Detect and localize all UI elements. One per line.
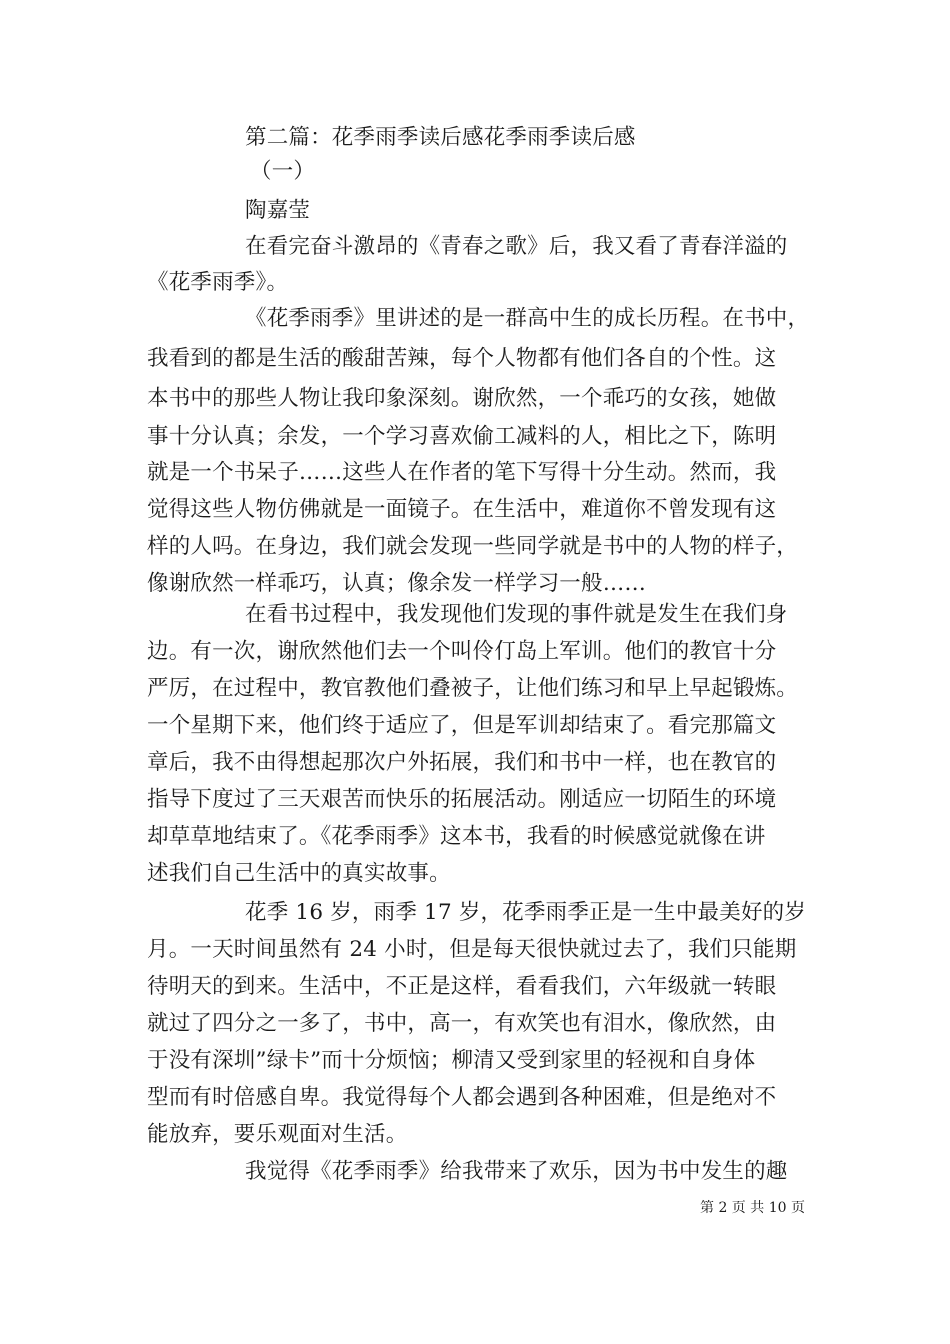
text-line: 觉得这些人物仿佛就是一面镜子。在生活中，难道你不曾发现有这 — [147, 497, 777, 522]
document-author: 陶嘉莹 — [245, 198, 311, 223]
text-line: 指导下度过了三天艰苦而快乐的拓展活动。刚适应一切陌生的环境 — [147, 787, 777, 812]
text-line: 在看书过程中，我发现他们发现的事件就是发生在我们身 — [245, 602, 788, 627]
text-line: 花季 16 岁，雨季 17 岁，花季雨季正是一生中最美好的岁 — [245, 900, 807, 925]
text-line: 样的人吗。在身边，我们就会发现一些同学就是书中的人物的样子， — [147, 534, 799, 559]
text-line: 就是一个书呆子……这些人在作者的笔下写得十分生动。然而，我 — [147, 460, 777, 485]
text-line: 我看到的都是生活的酸甜苦辣，每个人物都有他们各自的个性。这 — [147, 346, 777, 371]
text-line: 严厉，在过程中，教官教他们叠被子，让他们练习和早上早起锻炼。 — [147, 676, 799, 701]
document-subtitle: （一） — [250, 159, 316, 184]
document-title: 第二篇：花季雨季读后感花季雨季读后感 — [245, 125, 636, 150]
text-line: 边。有一次，谢欣然他们去一个叫伶仃岛上军训。他们的教官十分 — [147, 639, 777, 664]
text-line: 章后，我不由得想起那次户外拓展，我们和书中一样，也在教官的 — [147, 750, 777, 775]
text-line: 月。一天时间虽然有 24 小时，但是每天很快就过去了，我们只能期 — [147, 937, 797, 962]
text-line: 在看完奋斗激昂的《青春之歌》后，我又看了青春洋溢的 — [245, 234, 788, 259]
text-line: 像谢欣然一样乖巧，认真；像余发一样学习一般…… — [147, 571, 647, 596]
text-line: 就过了四分之一多了，书中，高一，有欢笑也有泪水，像欣然，由 — [147, 1011, 777, 1036]
text-line: 本书中的那些人物让我印象深刻。谢欣然，一个乖巧的女孩，她做 — [147, 386, 777, 411]
text-line: 《花季雨季》。 — [147, 270, 289, 295]
text-line: 型而有时倍感自卑。我觉得每个人都会遇到各种困难，但是绝对不 — [147, 1085, 777, 1110]
text-line: 我觉得《花季雨季》给我带来了欢乐，因为书中发生的趣 — [245, 1159, 788, 1184]
text-line: 却草草地结束了。《花季雨季》这本书，我看的时候感觉就像在讲 — [147, 824, 766, 849]
text-line: 述我们自己生活中的真实故事。 — [147, 861, 451, 886]
text-line: 待明天的到来。生活中，不正是这样，看看我们，六年级就一转眼 — [147, 974, 777, 999]
text-line: 事十分认真；余发，一个学习喜欢偷工减料的人，相比之下，陈明 — [147, 424, 777, 449]
text-line: 一个星期下来，他们终于适应了，但是军训却结束了。看完那篇文 — [147, 713, 777, 738]
text-line: 于没有深圳”绿卡”而十分烦恼；柳清又受到家里的轻视和自身体 — [147, 1048, 756, 1073]
text-line: 能放弃，要乐观面对生活。 — [147, 1122, 408, 1147]
text-line: 《花季雨季》里讲述的是一群高中生的成长历程。在书中， — [245, 306, 810, 331]
page-number: 第 2 页 共 10 页 — [700, 1200, 805, 1216]
